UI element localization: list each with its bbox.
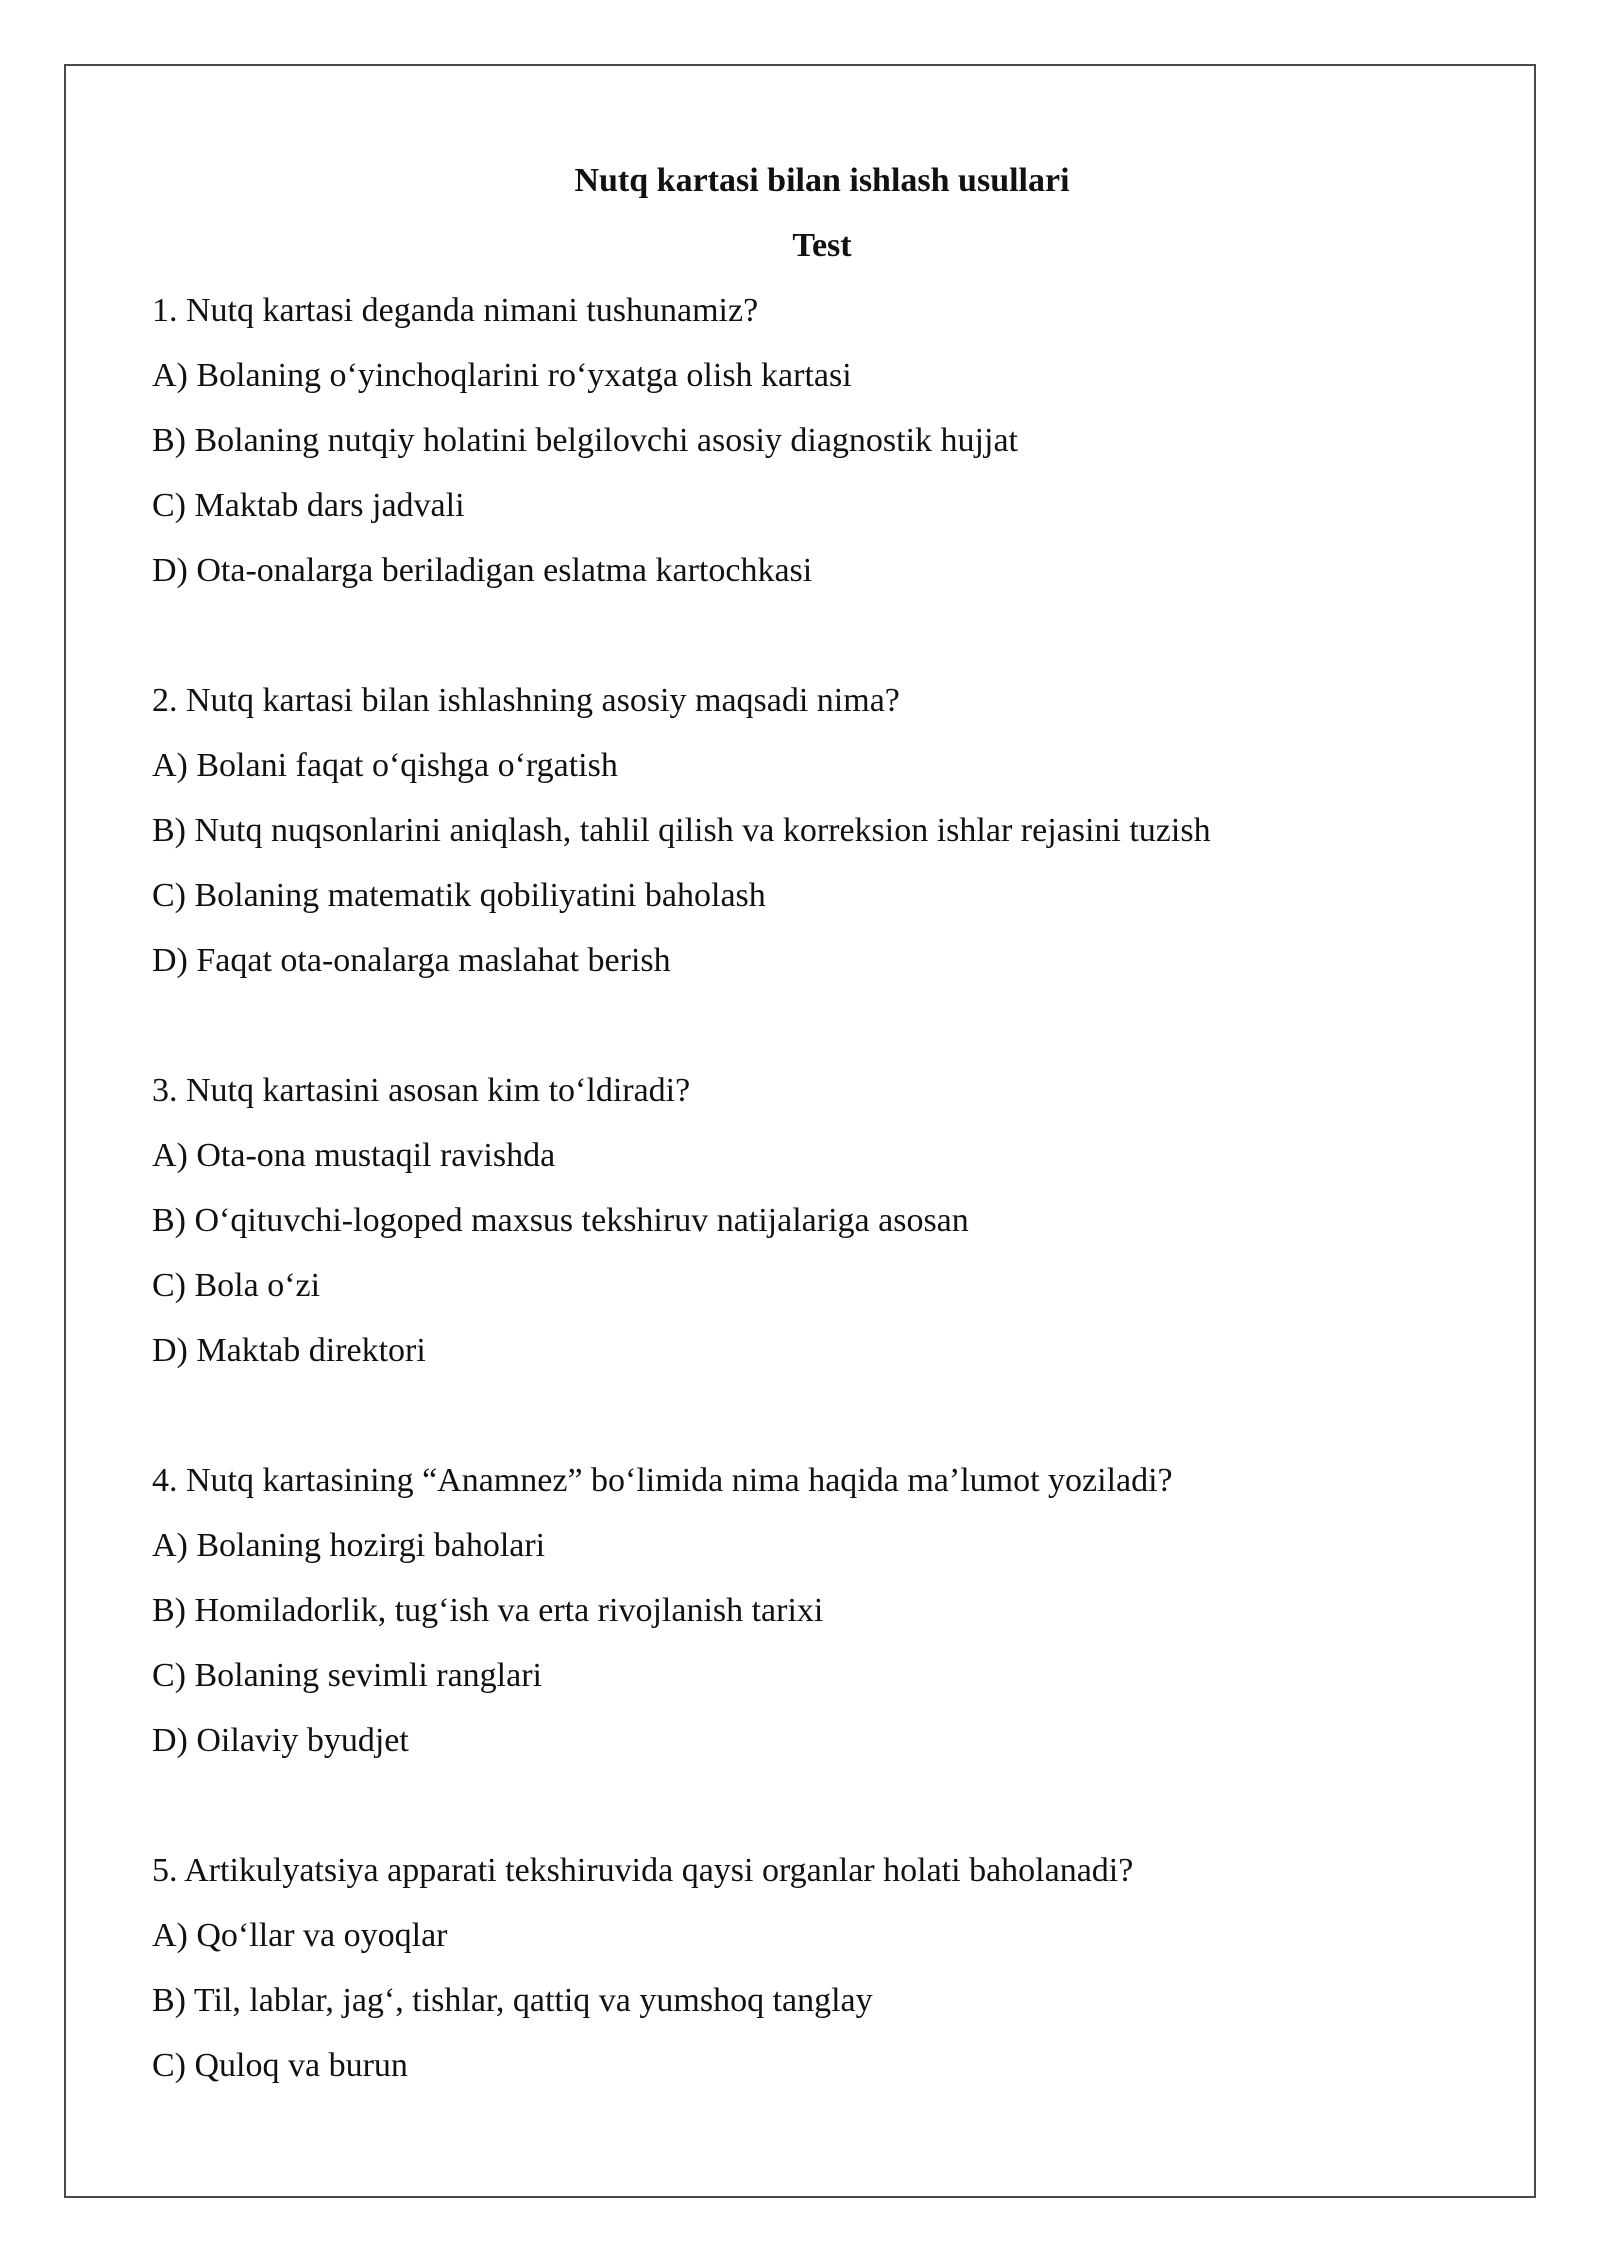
answer-option: A) Bolani faqat o‘qishga o‘rgatish: [152, 747, 618, 784]
answer-option: B) Homiladorlik, tug‘ish va erta rivojlanish tarixi: [152, 1592, 824, 1629]
question-text: 5. Artikulyatsiya apparati tekshiruvida qaysi organlar holati baholanadi?: [152, 1852, 1134, 1889]
answer-option: D) Faqat ota-onalarga maslahat berish: [152, 942, 671, 979]
document-subtitle: Test: [792, 227, 852, 264]
answer-option: A) Qo‘llar va oyoqlar: [152, 1917, 448, 1954]
answer-option: B) Bolaning nutqiy holatini belgilovchi asosiy diagnostik hujjat: [152, 422, 1018, 459]
answer-option: B) Til, lablar, jag‘, tishlar, qattiq va yumshoq tanglay: [152, 1982, 873, 2019]
question-text: 4. Nutq kartasining “Anamnez” bo‘limida nima haqida ma’lumot yoziladi?: [152, 1462, 1173, 1499]
question-block-2: [152, 668, 1482, 993]
answer-option: C) Bolaning matematik qobiliyatini baholash: [152, 877, 766, 914]
spacer: [152, 993, 1482, 1058]
answer-option: C) Bola o‘zi: [152, 1267, 321, 1304]
question-block-5: [152, 1838, 1482, 2098]
answer-option: A) Bolaning hozirgi baholari: [152, 1527, 546, 1564]
document-content: [152, 148, 1482, 2098]
answer-option: B) O‘qituvchi-logoped maxsus tekshiruv natijalariga asosan: [152, 1202, 969, 1239]
spacer: [152, 1383, 1482, 1448]
answer-option: C) Quloq va burun: [152, 2047, 408, 2084]
answer-option: B) Nutq nuqsonlarini aniqlash, tahlil qilish va korreksion ishlar rejasini tuzish: [152, 812, 1211, 849]
answer-option: C) Maktab dars jadvali: [152, 487, 465, 524]
question-block-4: [152, 1448, 1482, 1773]
answer-option: D) Oilaviy byudjet: [152, 1722, 409, 1759]
answer-option: A) Ota-ona mustaqil ravishda: [152, 1137, 556, 1174]
document-title: Nutq kartasi bilan ishlash usullari: [574, 162, 1070, 199]
question-block-3: [152, 1058, 1482, 1383]
spacer: [152, 1773, 1482, 1838]
answer-option: A) Bolaning o‘yinchoqlarini ro‘yxatga olish kartasi: [152, 357, 852, 394]
question-text: 3. Nutq kartasini asosan kim to‘ldiradi?: [152, 1072, 691, 1109]
answer-option: D) Maktab direktori: [152, 1332, 426, 1369]
question-text: 1. Nutq kartasi deganda nimani tushunamiz?: [152, 292, 759, 329]
question-text: 2. Nutq kartasi bilan ishlashning asosiy maqsadi nima?: [152, 682, 900, 719]
answer-option: D) Ota-onalarga beriladigan eslatma kartochkasi: [152, 552, 813, 589]
spacer: [152, 603, 1482, 668]
answer-option: C) Bolaning sevimli ranglari: [152, 1657, 542, 1694]
question-block-1: [152, 278, 1482, 603]
